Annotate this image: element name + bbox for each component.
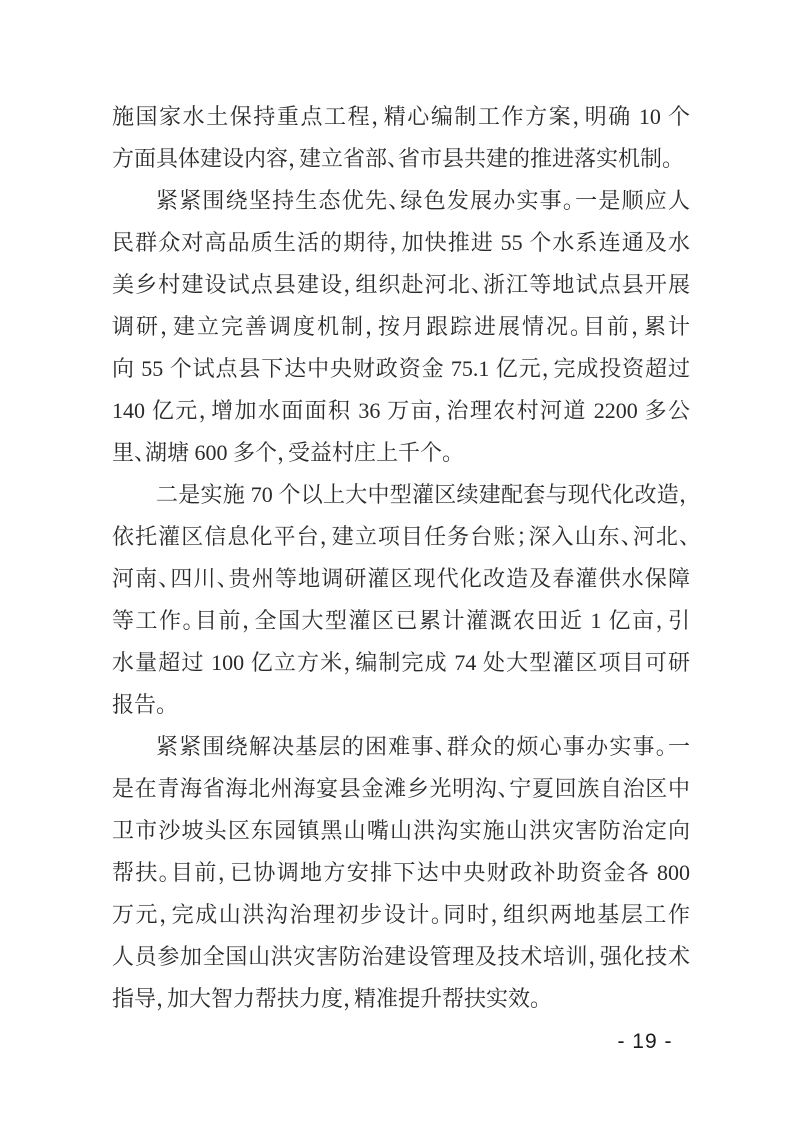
- text-line: 施国家水土保持重点工程，精心编制工作方案，明确 10 个: [112, 104, 690, 129]
- text-line: 是在青海省海北州海宴县金滩乡光明沟、宁夏回族自治区中: [112, 776, 690, 801]
- text-line: 民群众对高品质生活的期待，加快推进 55 个水系连通及水: [112, 230, 690, 255]
- text-line: 二是实施 70 个以上大中型灌区续建配套与现代化改造，: [156, 482, 690, 507]
- text-line: 帮扶。目前，已协调地方安排下达中央财政补助资金各 800: [112, 860, 690, 885]
- text-line: 美乡村建设试点县建设，组织赴河北、浙江等地试点县开展: [112, 272, 690, 297]
- text-line: 指导，加大智力帮扶力度，精准提升帮扶实效。: [112, 986, 542, 1011]
- text-line: 卫市沙坡头区东园镇黑山嘴山洪沟实施山洪灾害防治定向: [112, 818, 690, 843]
- text-line: 等工作。目前，全国大型灌区已累计灌溉农田近 1 亿亩，引: [112, 608, 690, 633]
- text-line: 河南、四川、贵州等地调研灌区现代化改造及春灌供水保障: [112, 566, 690, 591]
- text-line: 人员参加全国山洪灾害防治建设管理及技术培训，强化技术: [112, 944, 690, 969]
- text-line: 依托灌区信息化平台，建立项目任务台账；深入山东、河北、: [112, 524, 690, 549]
- text-line: 紧紧围绕坚持生态优先、绿色发展办实事。一是顺应人: [156, 188, 690, 213]
- document-body: [112, 96, 690, 1020]
- text-line: 向 55 个试点县下达中央财政资金 75.1 亿元，完成投资超过: [112, 356, 690, 381]
- page-number: - 19 -: [617, 1030, 673, 1053]
- text-line: 水量超过 100 亿立方米，编制完成 74 处大型灌区项目可研: [112, 650, 690, 675]
- text-line: 里、湖塘 600 多个，受益村庄上千个。: [112, 440, 454, 465]
- text-line: 报告。: [112, 692, 168, 717]
- text-line: 调研，建立完善调度机制，按月跟踪进展情况。目前，累计: [112, 314, 690, 339]
- text-line: 紧紧围绕解决基层的困难事、群众的烦心事办实事。一: [156, 734, 690, 759]
- text-line: 方面具体建设内容，建立省部、省市县共建的推进落实机制。: [112, 146, 674, 171]
- text-line: 140 亿元，增加水面面积 36 万亩，治理农村河道 2200 多公: [112, 398, 690, 423]
- text-line: 万元，完成山洪沟治理初步设计。同时，组织两地基层工作: [112, 902, 690, 927]
